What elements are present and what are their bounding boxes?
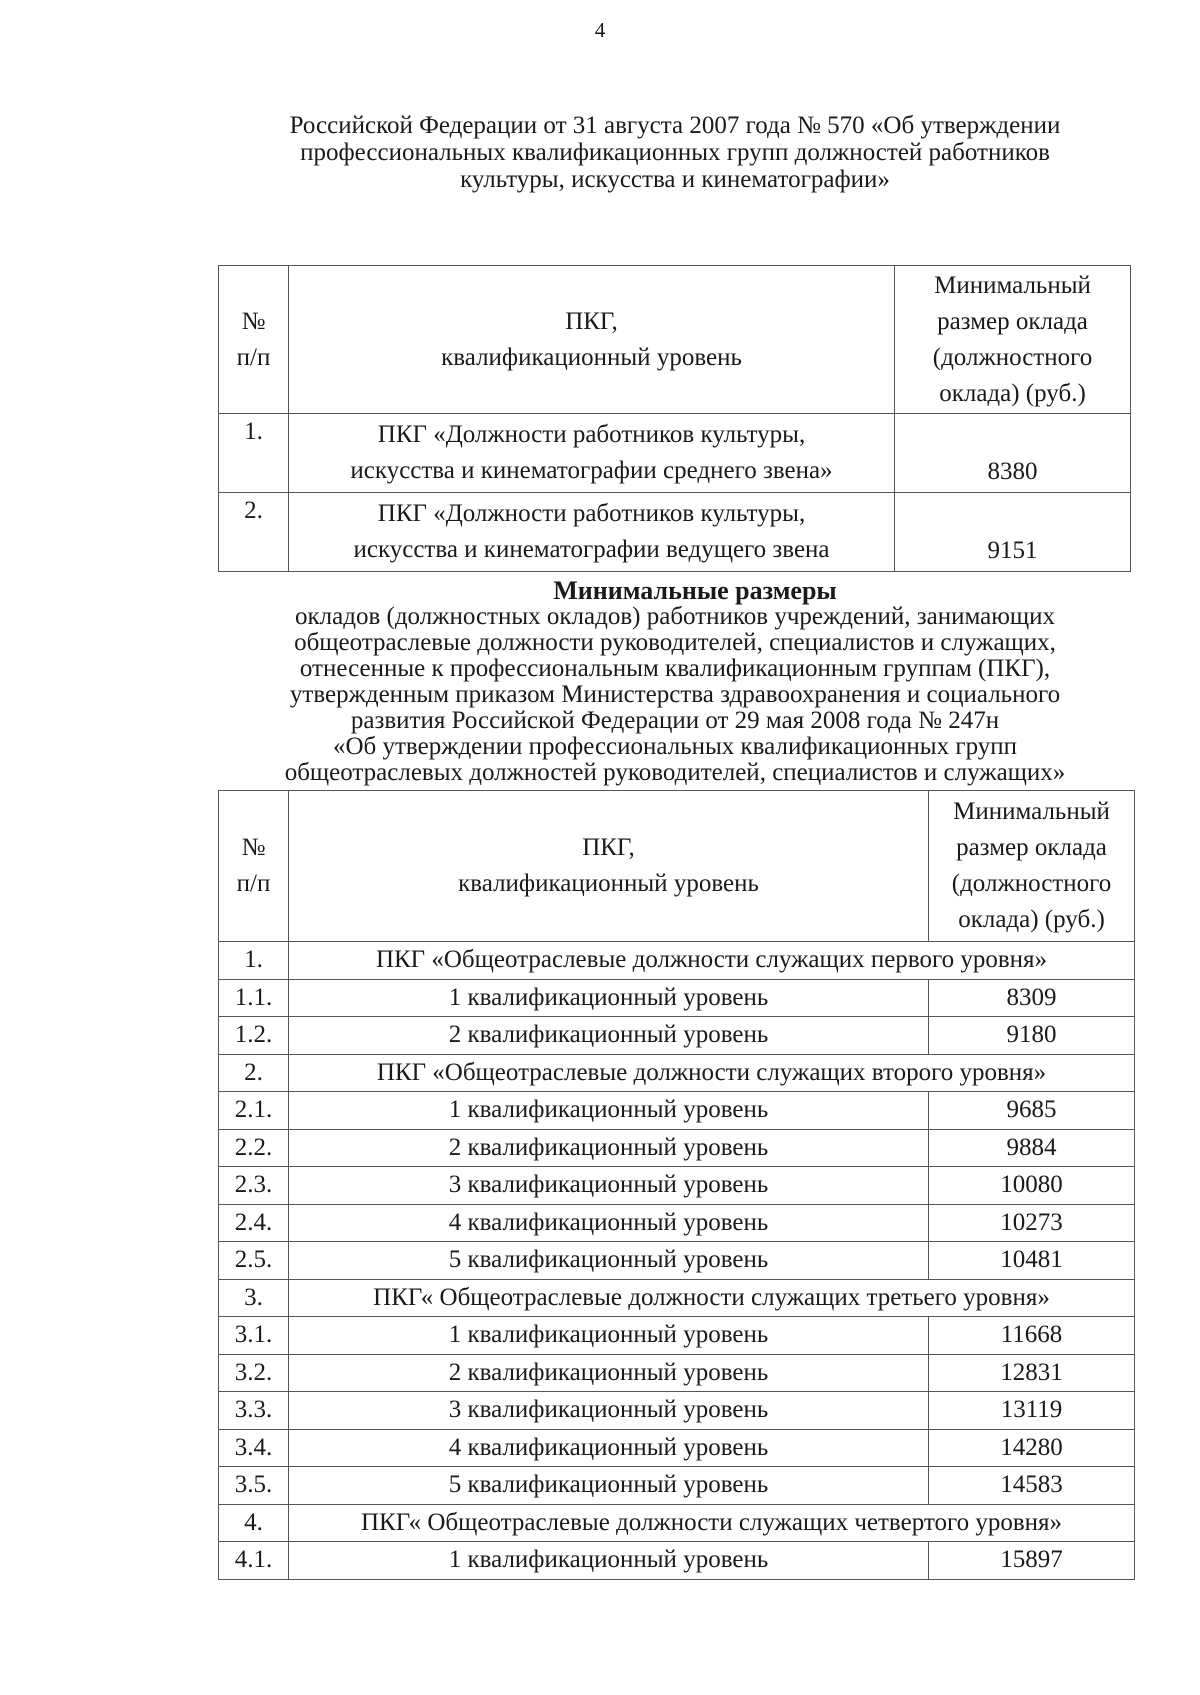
row-value: 9180 <box>929 1017 1135 1055</box>
row-value: 10481 <box>929 1242 1135 1280</box>
row-value: 9151 <box>895 493 1131 572</box>
row-level: 2 квалификационный уровень <box>289 1017 929 1055</box>
header-salary: Минимальный размер оклада (должностного оклада) (руб.) <box>929 791 1135 942</box>
table-header-row <box>219 266 1131 414</box>
row-num: 1. <box>219 414 289 493</box>
intro-paragraph <box>200 112 1150 193</box>
row-value: 8309 <box>929 979 1135 1017</box>
row-num: 3.5. <box>219 1467 289 1505</box>
group-row <box>219 1504 1135 1542</box>
row-level: 5 квалификационный уровень <box>289 1467 929 1505</box>
section-heading <box>200 578 1150 786</box>
table-row <box>219 1242 1135 1280</box>
row-value: 10080 <box>929 1167 1135 1205</box>
header-salary: Минимальный размер оклада (должностного оклада) (руб.) <box>895 266 1131 414</box>
row-value: 8380 <box>895 414 1131 493</box>
section-title: Минимальные размеры <box>553 576 837 605</box>
row-num: 1. <box>219 942 289 980</box>
row-num: 2. <box>219 1054 289 1092</box>
row-value: 10273 <box>929 1204 1135 1242</box>
group-title: ПКГ «Общеотраслевые должности служащих второго уровня» <box>289 1054 1135 1092</box>
row-level: 1 квалификационный уровень <box>289 1542 929 1580</box>
row-level: 1 квалификационный уровень <box>289 1092 929 1130</box>
header-pkg: ПКГ, квалификационный уровень <box>289 266 895 414</box>
row-num: 2.5. <box>219 1242 289 1280</box>
intro-line: культуры, искусства и кинематографии» <box>460 166 890 193</box>
intro-line: профессиональных квалификационных групп должностей работников <box>300 139 1050 166</box>
heading-line: окладов (должностных окладов) работников учреждений, занимающих <box>295 603 1055 630</box>
row-value: 15897 <box>929 1542 1135 1580</box>
row-group: ПКГ «Должности работников культуры, искусства и кинематографии среднего звена» <box>289 414 895 493</box>
heading-line: общеотраслевых должностей руководителей, специалистов и служащих» <box>284 759 1066 786</box>
row-num: 3. <box>219 1279 289 1317</box>
group-row <box>219 942 1135 980</box>
row-value: 11668 <box>929 1317 1135 1355</box>
table-row <box>219 1354 1135 1392</box>
heading-line: «Об утверждении профессиональных квалификационных групп <box>332 733 1018 760</box>
group-title: ПКГ« Общеотраслевые должности служащих четвертого уровня» <box>289 1504 1135 1542</box>
row-num: 1.2. <box>219 1017 289 1055</box>
header-num: № п/п <box>219 266 289 414</box>
header-num: № п/п <box>219 791 289 942</box>
row-num: 4.1. <box>219 1542 289 1580</box>
row-num: 4. <box>219 1504 289 1542</box>
row-level: 3 квалификационный уровень <box>289 1392 929 1430</box>
group-title: ПКГ« Общеотраслевые должности служащих третьего уровня» <box>289 1279 1135 1317</box>
row-level: 4 квалификационный уровень <box>289 1429 929 1467</box>
row-num: 3.3. <box>219 1392 289 1430</box>
row-value: 13119 <box>929 1392 1135 1430</box>
table-row <box>219 1429 1135 1467</box>
row-value: 9884 <box>929 1129 1135 1167</box>
salary-table-general <box>218 790 1135 1580</box>
row-value: 14280 <box>929 1429 1135 1467</box>
header-pkg: ПКГ, квалификационный уровень <box>289 791 929 942</box>
row-num: 3.4. <box>219 1429 289 1467</box>
row-num: 2. <box>219 493 289 572</box>
row-level: 4 квалификационный уровень <box>289 1204 929 1242</box>
intro-line: Российской Федерации от 31 августа 2007 года № 570 «Об утверждении <box>289 112 1061 139</box>
row-num: 1.1. <box>219 979 289 1017</box>
table-row <box>219 1467 1135 1505</box>
row-level: 2 квалификационный уровень <box>289 1354 929 1392</box>
table-row <box>219 1092 1135 1130</box>
heading-line: развития Российской Федерации от 29 мая 2008 года № 247н <box>350 707 1000 734</box>
group-title: ПКГ «Общеотраслевые должности служащих первого уровня» <box>289 942 1135 980</box>
row-value: 9685 <box>929 1092 1135 1130</box>
table-row <box>219 979 1135 1017</box>
row-level: 2 квалификационный уровень <box>289 1129 929 1167</box>
row-value: 12831 <box>929 1354 1135 1392</box>
group-row <box>219 1054 1135 1092</box>
row-level: 5 квалификационный уровень <box>289 1242 929 1280</box>
row-num: 2.4. <box>219 1204 289 1242</box>
table-row <box>219 1392 1135 1430</box>
page-number: 4 <box>594 18 606 42</box>
table-row <box>219 414 1131 493</box>
group-row <box>219 1279 1135 1317</box>
heading-line: утвержденным приказом Министерства здравоохранения и социального <box>289 681 1061 708</box>
row-num: 3.2. <box>219 1354 289 1392</box>
row-level: 1 квалификационный уровень <box>289 1317 929 1355</box>
row-num: 2.3. <box>219 1167 289 1205</box>
heading-line: общеотраслевые должности руководителей, специалистов и служащих, <box>294 629 1056 656</box>
table-row <box>219 1129 1135 1167</box>
row-level: 3 квалификационный уровень <box>289 1167 929 1205</box>
table-row <box>219 1542 1135 1580</box>
table-row <box>219 1204 1135 1242</box>
row-num: 2.1. <box>219 1092 289 1130</box>
row-num: 2.2. <box>219 1129 289 1167</box>
salary-table-culture <box>218 265 1131 572</box>
table-row <box>219 1317 1135 1355</box>
table-header-row <box>219 791 1135 942</box>
row-group: ПКГ «Должности работников культуры, искусства и кинематографии ведущего звена <box>289 493 895 572</box>
row-num: 3.1. <box>219 1317 289 1355</box>
row-value: 14583 <box>929 1467 1135 1505</box>
table-row <box>219 1167 1135 1205</box>
heading-line: отнесенные к профессиональным квалификационным группам (ПКГ), <box>299 655 1051 682</box>
row-level: 1 квалификационный уровень <box>289 979 929 1017</box>
table-row <box>219 493 1131 572</box>
table-row <box>219 1017 1135 1055</box>
